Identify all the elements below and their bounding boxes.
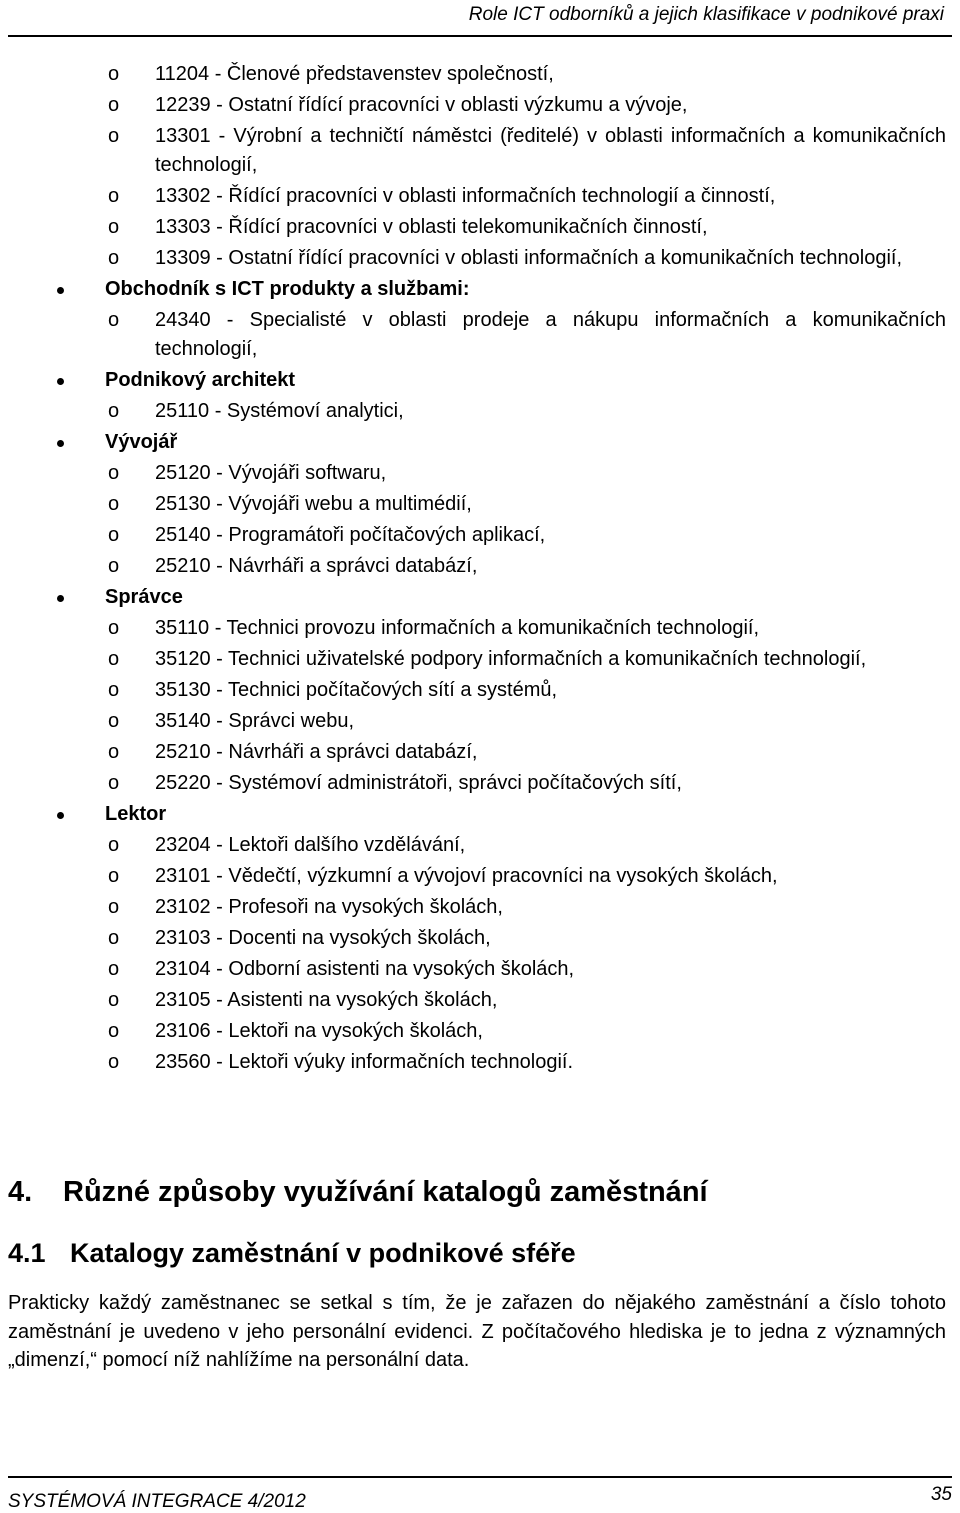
occupation-list [0,60,960,1079]
list-item-text: 35120 - Technici uživatelské podpory informačních a komunikačních technologií, [155,648,867,670]
list-marker: o [108,185,120,207]
category-heading [0,366,960,395]
list-item [0,986,960,1015]
list-marker: o [108,1020,120,1042]
list-item-text: 23560 - Lektoři výuky informačních technologií. [155,1051,573,1073]
running-title: Role ICT odborníků a jejich klasifikace v podnikové praxi [468,4,944,25]
list-item-text: 25140 - Programátoři počítačových aplikací, [155,524,546,546]
section-heading [8,1176,708,1209]
list-item-text: 23102 - Profesoři na vysokých školách, [155,896,503,918]
category-label: Obchodník s ICT produkty a službami: [105,278,470,300]
list-item [0,769,960,798]
list-item [0,459,960,488]
list-item [0,1017,960,1046]
list-item-text: 25130 - Vývojáři webu a multimédií, [155,493,472,515]
list-marker: o [108,555,120,577]
footer-rule [8,1476,952,1478]
list-item [0,645,960,674]
list-item [0,1048,960,1077]
list-marker: o [108,400,120,422]
list-item-text: 13309 - Ostatní řídící pracovníci v oblasti informačních a komunikačních technologií, [155,247,903,269]
section-title: Různé způsoby využívání katalogů zaměstnání [63,1176,708,1208]
header-rule [8,35,952,37]
list-marker: o [108,247,120,269]
list-marker: o [108,958,120,980]
list-item-text: 24340 - Specialisté v oblasti prodeje a nákupu informačních a komunikačních technologií, [155,309,946,360]
list-item [0,213,960,242]
list-item [0,862,960,891]
category-label: Lektor [105,803,167,825]
list-item-text: 11204 - Členové představenstev společností, [155,63,554,85]
category-label: Vývojář [105,431,178,453]
bullet-icon [57,287,64,294]
list-item [0,707,960,736]
page-number: 35 [930,1484,952,1505]
list-item [0,306,960,364]
subsection-number: 4.1 [8,1238,46,1268]
list-marker: o [108,896,120,918]
list-marker: o [108,617,120,639]
footer-journal: SYSTÉMOVÁ INTEGRACE 4/2012 [8,1491,306,1512]
list-marker: o [108,462,120,484]
list-item-text: 25210 - Návrháři a správci databází, [155,555,478,577]
page-header [0,0,960,36]
list-item [0,831,960,860]
list-item-text: 13303 - Řídící pracovníci v oblasti telekomunikačních činností, [155,216,708,238]
subsection-heading [8,1238,576,1269]
list-marker: o [108,493,120,515]
category-label: Správce [105,586,183,608]
list-marker: o [108,648,120,670]
list-item-text: 23101 - Vědečtí, výzkumní a vývojoví pracovníci na vysokých školách, [155,865,778,887]
bullet-icon [57,595,64,602]
list-item-text: 23106 - Lektoři na vysokých školách, [155,1020,483,1042]
list-marker: o [108,94,120,116]
list-item [0,182,960,211]
list-marker: o [108,741,120,763]
category-heading [0,428,960,457]
bullet-icon [57,378,64,385]
list-marker: o [108,989,120,1011]
category-heading [0,275,960,304]
list-item-text: 23103 - Docenti na vysokých školách, [155,927,491,949]
list-item [0,521,960,550]
list-item-text: 13301 - Výrobní a techničtí náměstci (ředitelé) v oblasti informačních a komunikačních technologií, [155,125,946,176]
bullet-icon [57,440,64,447]
list-item-text: 23204 - Lektoři dalšího vzdělávání, [155,834,466,856]
list-item [0,893,960,922]
body-paragraph: Prakticky každý zaměstnanec se setkal s tím, že je zařazen do nějakého zaměstnání a číslo tohoto zaměstnání je uvedeno v jeho personální evidenci. Z počítačového hlediska je to jedna z významných „dimenzí,“ pomocí níž nahlížíme na personální data. [8,1292,946,1371]
list-marker: o [108,772,120,794]
list-item-text: 35130 - Technici počítačových sítí a systémů, [155,679,558,701]
list-marker: o [108,63,120,85]
list-item [0,122,960,180]
list-marker: o [108,865,120,887]
list-marker: o [108,834,120,856]
list-marker: o [108,710,120,732]
list-item [0,552,960,581]
list-item [0,60,960,89]
list-item-text: 12239 - Ostatní řídící pracovníci v oblasti výzkumu a vývoje, [155,94,688,116]
list-item-text: 25120 - Vývojáři softwaru, [155,462,387,484]
list-marker: o [108,309,120,331]
list-item [0,244,960,273]
list-item [0,924,960,953]
list-marker: o [108,679,120,701]
category-label: Podnikový architekt [105,369,296,391]
list-item [0,738,960,767]
list-item-text: 35110 - Technici provozu informačních a komunikačních technologií, [155,617,760,639]
list-item [0,91,960,120]
list-item [0,614,960,643]
category-heading [0,583,960,612]
list-item [0,676,960,705]
category-heading [0,800,960,829]
list-item-text: 23104 - Odborní asistenti na vysokých školách, [155,958,575,980]
list-marker: o [108,125,120,147]
list-item-text: 35140 - Správci webu, [155,710,355,732]
section-number: 4. [8,1176,33,1208]
list-marker: o [108,524,120,546]
list-item [0,955,960,984]
bullet-icon [57,812,64,819]
list-marker: o [108,927,120,949]
list-item-text: 25210 - Návrháři a správci databází, [155,741,478,763]
subsection-title: Katalogy zaměstnání v podnikové sféře [70,1238,576,1268]
list-item-text: 23105 - Asistenti na vysokých školách, [155,989,498,1011]
list-marker: o [108,1051,120,1073]
list-item [0,490,960,519]
list-item-text: 25110 - Systémoví analytici, [155,400,404,422]
list-item-text: 25220 - Systémoví administrátoři, správci počítačových sítí, [155,772,682,794]
list-marker: o [108,216,120,238]
list-item-text: 13302 - Řídící pracovníci v oblasti informačních technologií a činností, [155,185,776,207]
list-item [0,397,960,426]
